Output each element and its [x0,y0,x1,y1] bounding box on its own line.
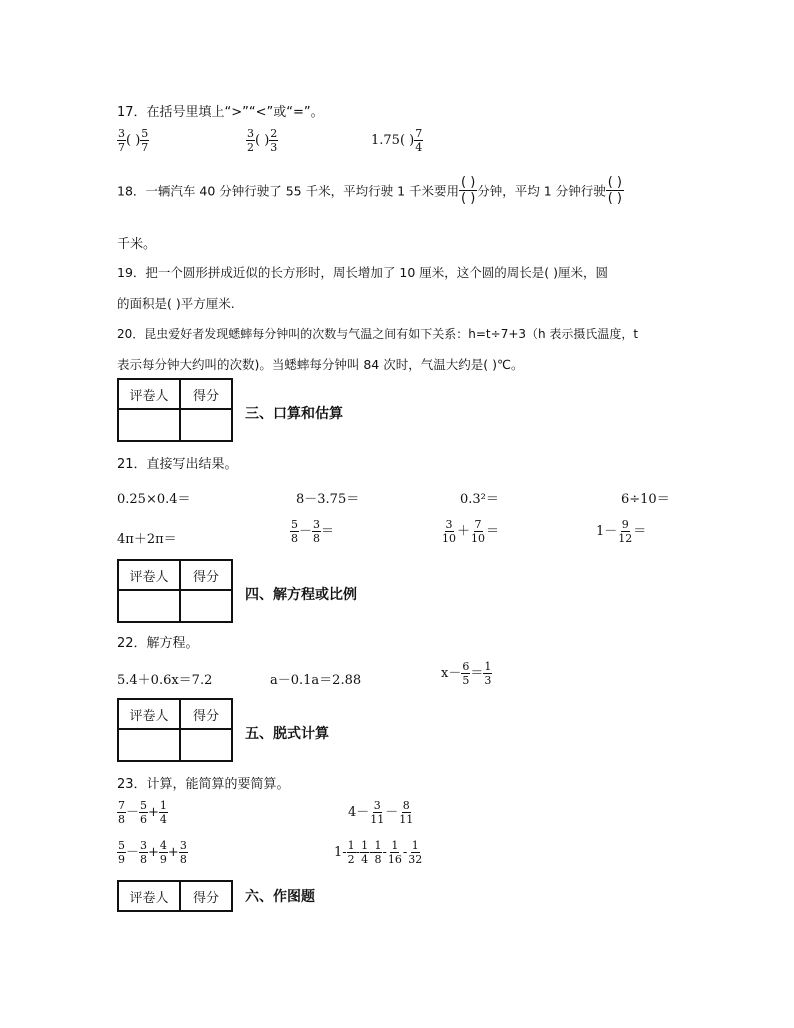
reviewer-header: 评卷人 [118,560,180,590]
answer-fraction-blank: $\frac{( )}{( )}$ [607,175,622,206]
reviewer-header: 评卷人 [118,379,180,409]
q19-line2: 的面积是( )平方厘米. [117,296,235,311]
section-title: 五、脱式计算 [245,726,329,742]
score-box [117,378,233,442]
fraction: $\frac{5}{8}$ [291,518,298,545]
fraction: $\frac{1}{32}$ [408,839,423,866]
fraction: $\frac{5}{9}$ [118,839,125,866]
reviewer-header: 评卷人 [118,881,180,911]
q22-equation-1: 5.4＋0.6x＝7.2 [117,673,213,688]
q21-expr-3: 0.3²＝ [460,492,499,507]
q21-expr-1: 0.25×0.4＝ [117,492,191,507]
section-title: 六、作图题 [245,889,315,905]
answer-fraction-blank: $\frac{( )}{( )}$ [461,175,476,206]
q21-prompt: 21．直接写出结果。 [117,457,238,472]
q19-line1: 19．把一个圆形拼成近似的长方形时，周长增加了 10 厘米，这个圆的周长是( )厘米，圆 [117,265,608,280]
fraction: $\frac{4}{9}$ [159,839,167,866]
fraction: $\frac{3}{7}$ [118,127,125,154]
score-cell[interactable] [180,409,232,441]
fraction: $\frac{5}{7}$ [141,127,149,154]
score-header: 得分 [180,699,232,729]
q18-line1: 18．一辆汽车 40 分钟行驶了 55 千米，平均行驶 1 千米要用 $\frac{( )}{( )}$ 分钟，平均 1 分钟行驶 $\frac{( )}{( )}$ [117,175,622,206]
score-header: 得分 [180,379,232,409]
score-cell[interactable] [180,729,232,761]
comparison-blank: ( ) [126,133,141,148]
fraction: $\frac{9}{12}$ [618,518,633,545]
q17-item1 [117,128,149,153]
q18-line2: 千米。 [117,237,157,252]
comparison-blank: ( ) [399,133,415,148]
fraction: $\frac{6}{5}$ [462,660,470,687]
q23-expr-4: 1- $\frac{1}{2}$ - $\frac{1}{4}$ - $\frac{1}{8}$ - $\frac{1}{16}$ - $\frac{1}{32}$ [334,839,423,866]
section-title: 三、口算和估算 [245,406,343,422]
fraction: $\frac{7}{10}$ [471,518,486,545]
decimal-value: 1.75 [371,133,400,148]
fraction: $\frac{3}{10}$ [442,518,456,545]
fraction: $\frac{1}{3}$ [484,660,492,687]
q22-equation-3: x－ $\frac{6}{5}$ ＝ $\frac{1}{3}$ [441,660,492,687]
fraction: $\frac{1}{2}$ [347,839,355,866]
fraction: $\frac{3}{8}$ [140,839,148,866]
score-header: 得分 [180,560,232,590]
score-box [117,880,233,912]
score-box [117,698,233,762]
score-header: 得分 [180,881,232,911]
fraction: $\frac{3}{8}$ [179,839,187,866]
fraction: $\frac{1}{8}$ [374,839,382,866]
q21-expr-5: 4π＋2π＝ [117,532,177,547]
q23-expr-2: 4－ $\frac{3}{11}$ － $\frac{8}{11}$ [348,799,414,826]
fraction: $\frac{7}{4}$ [415,127,423,154]
fraction: $\frac{2}{3}$ [270,127,278,154]
reviewer-cell[interactable] [118,590,180,622]
score-cell[interactable] [180,590,232,622]
fraction: $\frac{3}{11}$ [370,799,385,826]
section-title: 四、解方程或比例 [245,587,357,603]
q17-item2 [246,128,278,153]
reviewer-cell[interactable] [118,729,180,761]
comparison-blank: ( ) [255,133,270,148]
fraction: $\frac{1}{4}$ [361,839,369,866]
q21-expr-7: $\frac{3}{10}$ ＋ $\frac{7}{10}$ ＝ [442,518,500,545]
fraction: $\frac{3}{2}$ [247,127,254,154]
q21-expr-6: $\frac{5}{8}$ － $\frac{3}{8}$ ＝ [291,518,335,545]
q21-expr-8: 1－ $\frac{9}{12}$ ＝ [596,518,647,545]
q17-prompt: 17．在括号里填上“>”“<”或“=”。 [117,105,324,120]
fraction: $\frac{7}{8}$ [118,799,125,826]
fraction: $\frac{1}{4}$ [159,799,167,826]
fraction: $\frac{3}{8}$ [313,518,321,545]
fraction: $\frac{1}{16}$ [387,839,402,866]
q22-equation-2: a－0.1a＝2.88 [270,673,362,688]
fraction: $\frac{8}{11}$ [399,799,414,826]
q17-item3 [371,128,423,153]
q21-expr-2: 8－3.75＝ [296,492,360,507]
q20-line1: 20．昆虫爱好者发现蟋蟀每分钟叫的次数与气温之间有如下关系：h=t÷7+3（h 表示摄氏温度，t [117,327,639,341]
q22-prompt: 22．解方程。 [117,636,199,651]
q20-line2: 表示每分钟大约叫的次数)。当蟋蟀每分钟叫 84 次时，气温大约是( )℃。 [117,357,524,372]
fraction: $\frac{5}{6}$ [140,799,148,826]
q21-expr-4: 6÷10＝ [621,492,670,507]
q23-prompt: 23．计算，能简算的要简算。 [117,777,290,792]
score-box [117,559,233,623]
q23-expr-3: $\frac{5}{9}$ － $\frac{3}{8}$ + $\frac{4}{9}$ + $\frac{3}{8}$ [118,839,187,866]
reviewer-header: 评卷人 [118,699,180,729]
reviewer-cell[interactable] [118,409,180,441]
q23-expr-1: $\frac{7}{8}$ － $\frac{5}{6}$ + $\frac{1}{4}$ [118,799,167,826]
